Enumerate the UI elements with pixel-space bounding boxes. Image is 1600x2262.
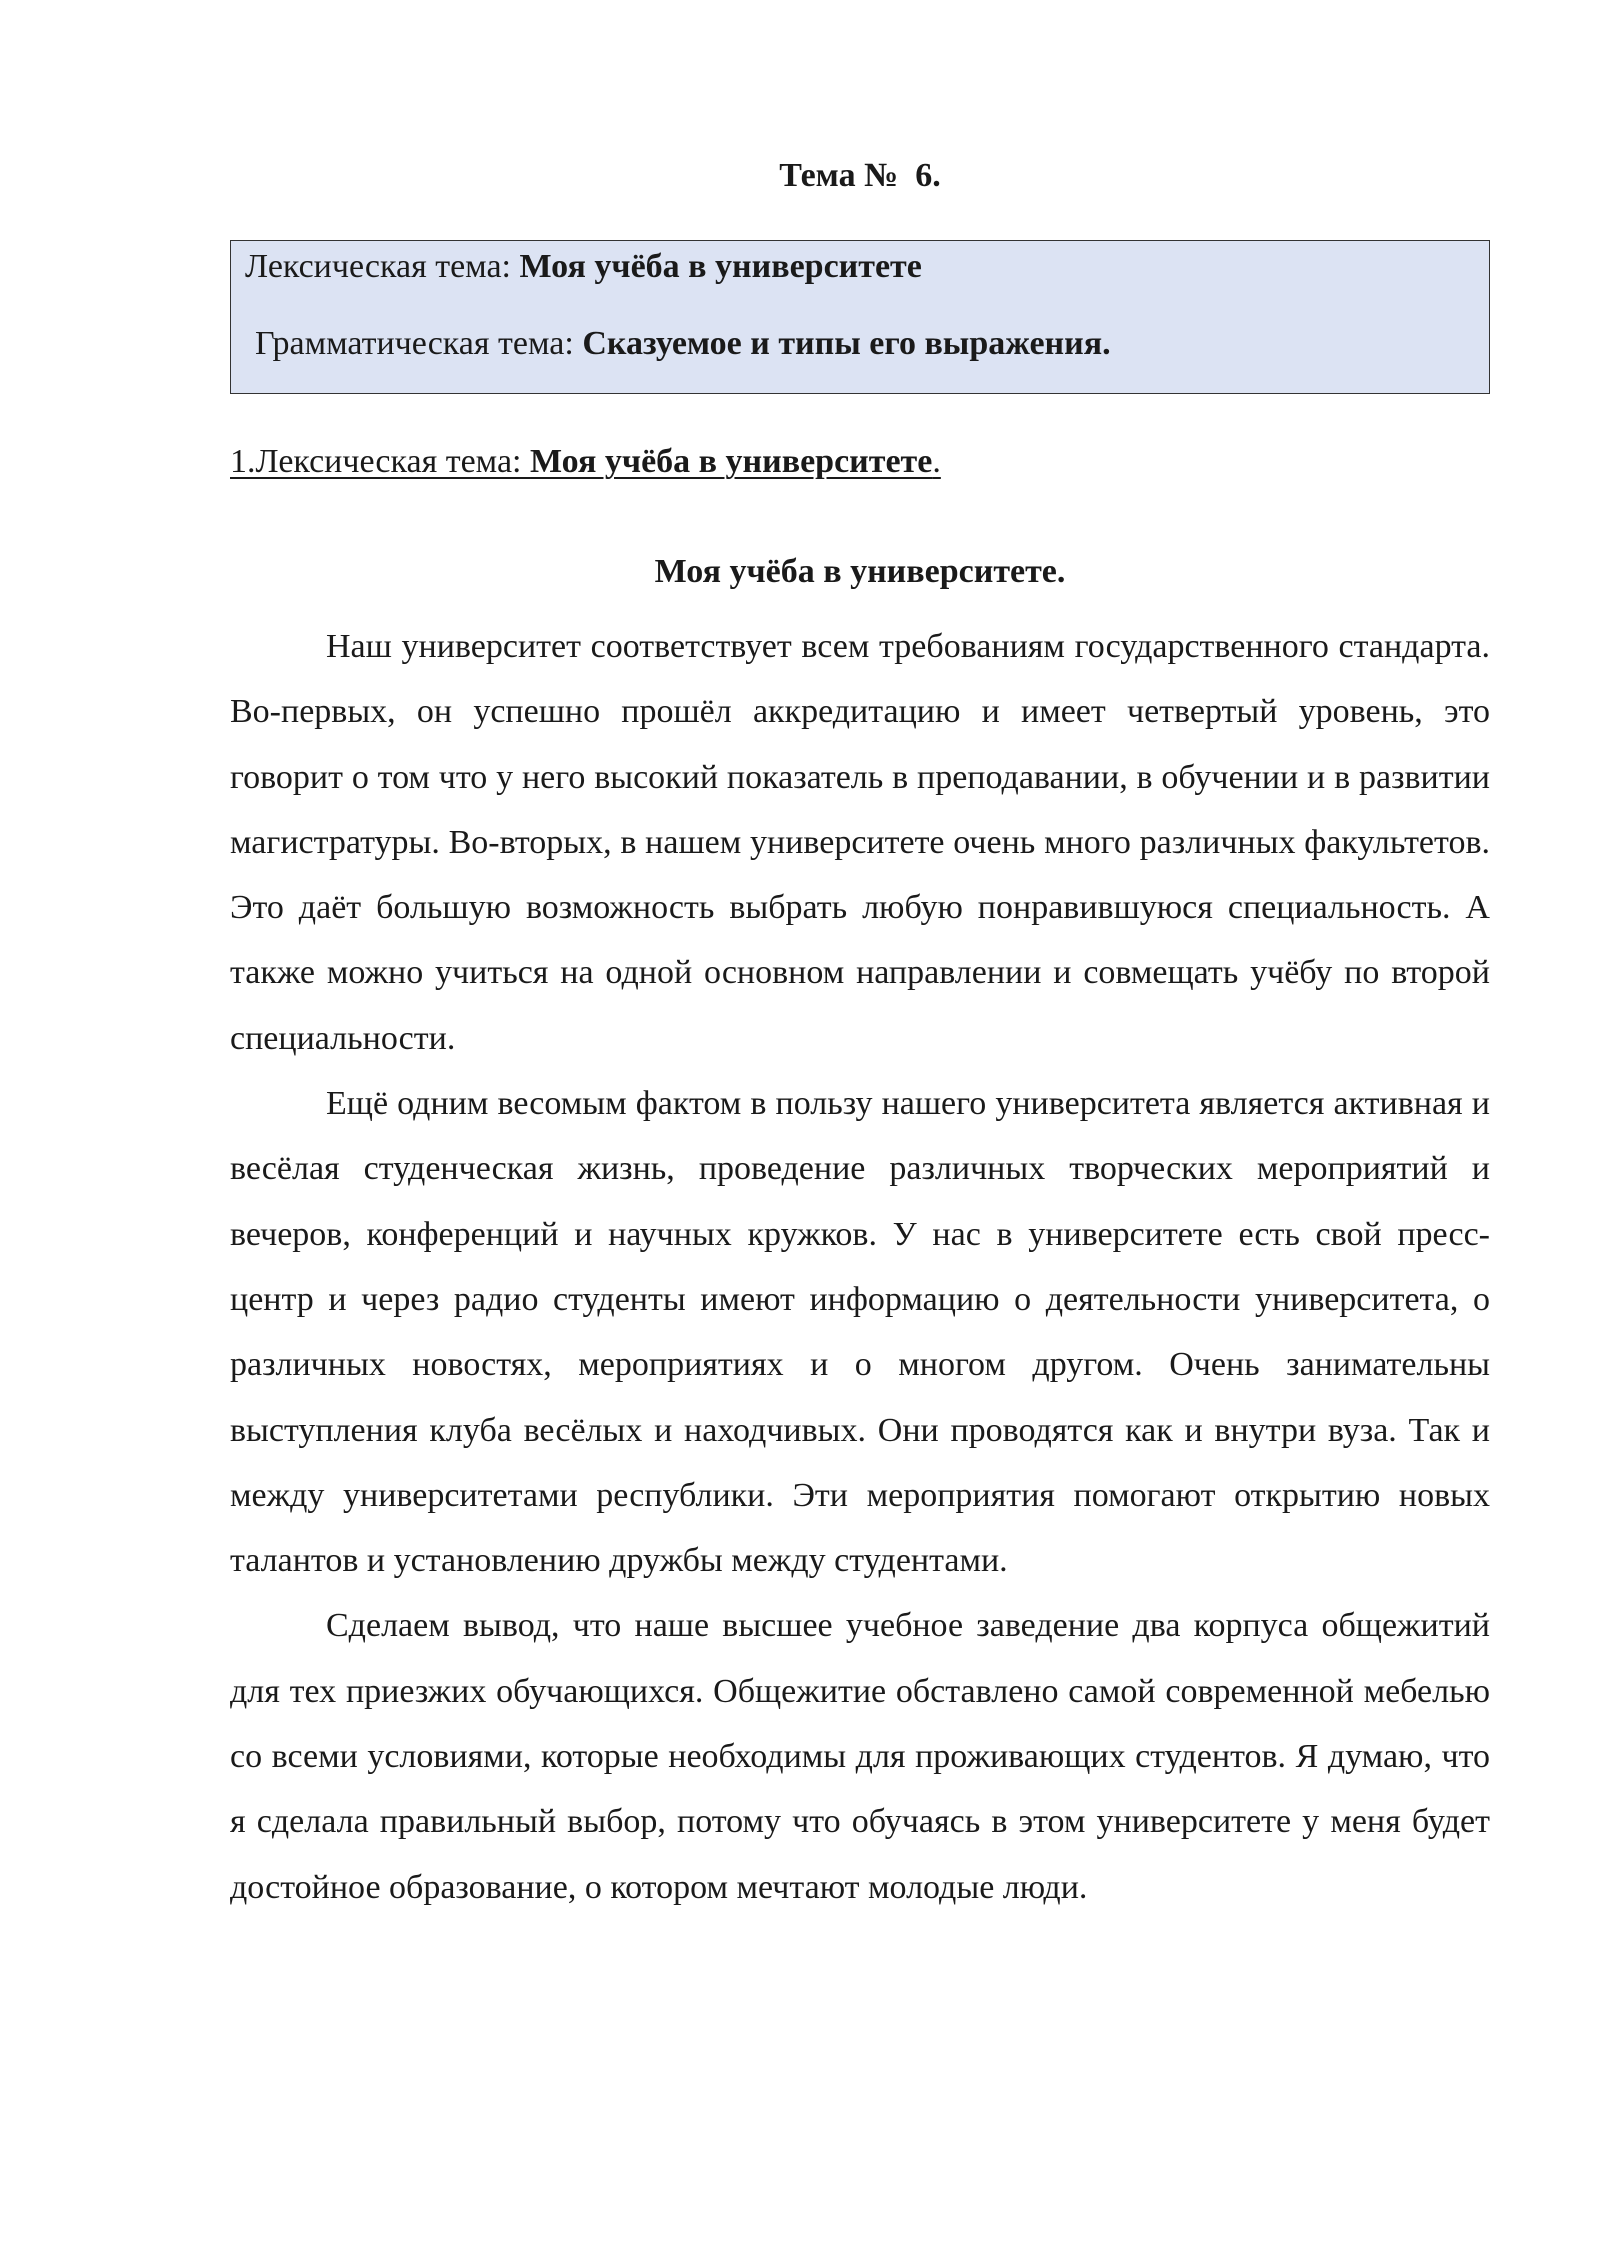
paragraph-1: Наш университет соответствует всем требованиям государственного стандарта. Во-первых, он успешно прошёл аккредитацию и имеет четвертый уровень, это говорит о том что у него высокий показатель в преподавании, в обучении и в развитии магистратуры. Во-вторых, в нашем университете очень много различных факультетов. Это даёт большую возможность выбрать любую понравившуюся специальность. А также можно учиться на одной основном направлении и совмещать учёбу по второй специальности. bbox=[230, 628, 1490, 1057]
lexical-topic-line bbox=[245, 243, 922, 291]
grammar-topic-value: Сказуемое и типы его выражения. bbox=[582, 325, 1111, 362]
topic-number-heading: Тема № 6. bbox=[779, 157, 941, 194]
topic-box bbox=[230, 240, 1490, 394]
paragraph-2: Ещё одним весомым фактом в пользу нашего университета является активная и весёлая студенческая жизнь, проведение различных творческих мероприятий и вечеров, конференций и научных кружков. У нас в университете есть свой пресс-центр и через радио студенты имеют информацию о деятельности университета, о различных новостях, мероприятиях и о многом другом. Очень занимательны выступления клуба весёлых и находчивых. Они проводятся как и внутри вуза. Так и между университетами республики. Эти мероприятия помогают открытию новых талантов и установлению дружбы между студентами. bbox=[230, 1085, 1490, 1580]
section-label: 1.Лексическая тема: bbox=[230, 443, 531, 480]
lexical-topic-value: Моя учёба в университете bbox=[519, 248, 922, 285]
article-body bbox=[230, 614, 1490, 1920]
section-suffix: . bbox=[932, 443, 941, 480]
grammar-topic-label: Грамматическая тема: bbox=[255, 325, 583, 362]
article-title: Моя учёба в университете. bbox=[654, 553, 1066, 590]
lexical-topic-label: Лексическая тема: bbox=[245, 248, 520, 285]
section-heading bbox=[230, 438, 941, 486]
paragraph-3: Сделаем вывод, что наше высшее учебное заведение два корпуса общежитий для тех приезжих обучающихся. Общежитие обставлено самой современной мебелью со всеми условиями, которые необходимы для проживающих студентов. Я думаю, что я сделала правильный выбор, потому что обучаясь в этом университете у меня будет достойное образование, о котором мечтают молодые люди. bbox=[230, 1607, 1490, 1906]
grammar-topic-line bbox=[255, 320, 1111, 368]
section-value: Моя учёба в университете bbox=[530, 443, 933, 480]
